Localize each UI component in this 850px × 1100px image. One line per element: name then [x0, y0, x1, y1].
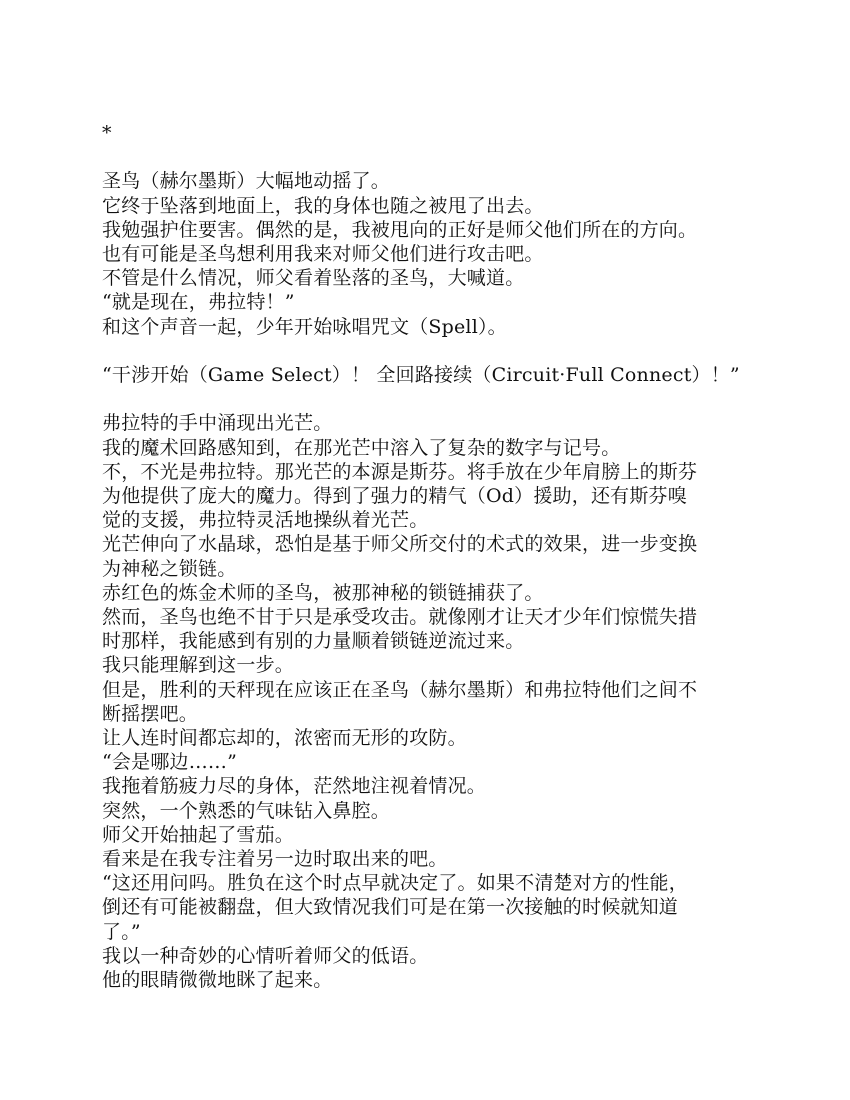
blank-line — [102, 145, 752, 169]
text-line: 断摇摆吧。 — [102, 702, 199, 725]
text-line: 时那样，我能感到有别的力量顺着锁链逆流过来。 — [102, 630, 525, 653]
text-line: 他的眼睛微微地眯了起来。 — [102, 969, 333, 992]
dialogue-line: 倒还有可能被翻盘，但大致情况我们可是在第一次接触的时候就知道 — [102, 896, 679, 919]
text-line: 我的魔术回路感知到，在那光芒中溶入了复杂的数字与记号。 — [102, 436, 621, 459]
text-line: 它终于坠落到地面上，我的身体也随之被甩了出去。 — [102, 194, 544, 217]
incantation-line: “干涉开始（Game Select）！ 全回路接续（Circuit·Full Connect）！” — [102, 364, 740, 386]
text-line: 然而，圣鸟也绝不甘于只是承受攻击。就像刚才让天才少年们惊慌失措 — [102, 606, 698, 629]
text-line: 不管是什么情况，师父看着坠落的圣鸟，大喊道。 — [102, 267, 525, 290]
text-line: 觉的支援，弗拉特灵活地操纵着光芒。 — [102, 509, 429, 532]
text-line: 我只能理解到这一步。 — [102, 654, 295, 677]
text-line: 为神秘之锁链。 — [102, 557, 237, 580]
dialogue-line: 了。” — [102, 920, 141, 943]
blank-line — [102, 339, 752, 363]
text-line: 赤红色的炼金术师的圣鸟，被那神秘的锁链捕获了。 — [102, 581, 544, 604]
text-line: 为他提供了庞大的魔力。得到了强力的精气（Od）援助，还有斯芬嗅 — [102, 485, 687, 507]
dialogue-line: “就是现在，弗拉特！” — [102, 291, 295, 314]
scene-break-marker: * — [102, 122, 112, 144]
text-line: 也有可能是圣鸟想利用我来对师父他们进行攻击吧。 — [102, 243, 544, 265]
text-line: 突然，一个熟悉的气味钻入鼻腔。 — [102, 799, 391, 822]
dialogue-line: “会是哪边……” — [102, 751, 238, 774]
text-line: 不，不光是弗拉特。那光芒的本源是斯芬。将手放在少年肩膀上的斯芬 — [102, 460, 698, 483]
text-line: 我以一种奇妙的心情听着师父的低语。 — [102, 944, 429, 967]
text-line: 我拖着筋疲力尽的身体，茫然地注视着情况。 — [102, 775, 487, 798]
dialogue-line: “这还用问吗。胜负在这个时点早就决定了。如果不清楚对方的性能， — [102, 872, 688, 895]
text-line: 但是，胜利的天秤现在应该正在圣鸟（赫尔墨斯）和弗拉特他们之间不 — [102, 678, 698, 701]
text-line: 弗拉特的手中涌现出光芒。 — [102, 412, 333, 435]
text-line: 和这个声音一起，少年开始咏唱咒文（Spell）。 — [102, 315, 507, 338]
text-line: 让人连时间都忘却的，浓密而无形的攻防。 — [102, 727, 467, 750]
text-line: 师父开始抽起了雪茄。 — [102, 823, 295, 846]
document-page — [102, 121, 752, 992]
text-line: 光芒伸向了水晶球，恐怕是基于师父所交付的术式的效果，进一步变换 — [102, 533, 698, 556]
text-line: 我勉强护住要害。偶然的是，我被甩向的正好是师父他们所在的方向。 — [102, 218, 698, 241]
blank-line — [102, 387, 752, 411]
text-line: 看来是在我专注着另一边时取出来的吧。 — [102, 848, 448, 871]
text-line: 圣鸟（赫尔墨斯）大幅地动摇了。 — [102, 170, 391, 193]
